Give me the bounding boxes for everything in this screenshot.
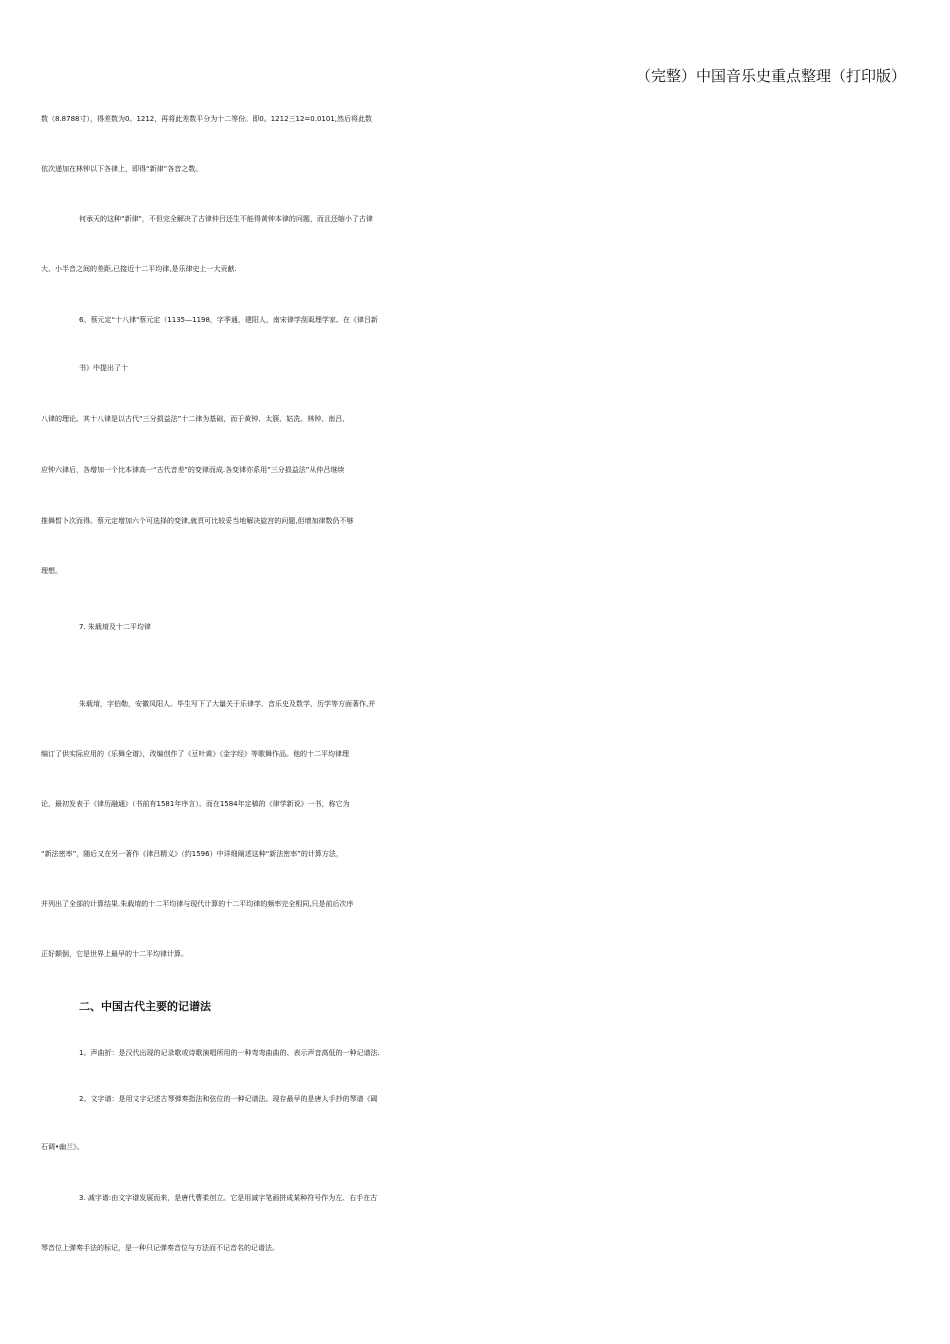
paragraph-line: 八律的理论。其十八律是以古代“三分损益法”十二律为基础，而于黄钟、太簇、姑冼、林钟、南吕、 — [41, 415, 350, 423]
paragraph-line: 2。文字谱：是用文字记述古琴弹奏指法和弦位的一种记谱法。现存最早的是唐人手抄的琴谱《碣 — [79, 1095, 378, 1103]
paragraph-line: 推舞晳卜次而得。蔡元定增加六个可选择的变律,就頁可比较妥当地解决旋宫的问题,但增加律数仍不够 — [41, 517, 354, 525]
running-header: （完整）中国音乐史重点整理（打印版） — [635, 67, 906, 85]
paragraph-line: 正好颠倒，它是世界上最早的十二平均律计算。 — [41, 950, 188, 958]
paragraph-line: 论，最初发表于《律历融通》（书前有1581年序言）。而在1584年定稿的《律学新说》一书，称它为 — [41, 800, 350, 808]
paragraph-line: 1。声曲折：是汉代出现的记录歌或诗歌演唱所用的一种弯弯曲曲的、表示声音高低的一种记谱法. — [79, 1049, 380, 1057]
paragraph-line: 3. 减字谱:由文字谱发展而来，是唐代曹柔创立。它是用减字笔画拼成某种符号作为左、右手在古 — [79, 1194, 378, 1202]
paragraph-line: 朱载堉，字伯勒，安徽凤阳人。毕生写下了大量关于乐律学、音乐史及数学、历学等方面著作,并 — [79, 700, 376, 708]
paragraph-line: 何承天的这种“新律"，不但完全解决了古律仲吕还生不能得黄钟本律的问题，而且还缩小了古律 — [79, 215, 373, 223]
paragraph-line: 理想。 — [41, 567, 62, 575]
section-heading: 二、中国古代主要的记谱法 — [79, 1000, 211, 1013]
subsection-title: 7. 朱载堉及十二平均律 — [79, 623, 151, 631]
paragraph-line: 石调•幽兰》。 — [41, 1143, 84, 1151]
paragraph-line: 书》中提出了十 — [79, 364, 128, 372]
paragraph-line: 并列出了全部的计算结果.朱载堉的十二平均律与现代计算的十二平均律的频率完全相同,只是前后次序 — [41, 900, 354, 908]
paragraph-line: “新法密率”，随后又在另一著作《律吕精义》（约1596）中详细阐述这种“新法密率”的计算方法， — [41, 850, 343, 858]
paragraph-line: 6。蔡元定“十八律"蔡元定（1135—1198，字季通，建阳人，南宋律学刮虱理学家。在《律吕新 — [79, 316, 378, 324]
paragraph-line: 数（8.8788寸），得差数为0。1212，再将此差数平分为十二等份。即0。1212三12=0.0101,然后将此数 — [41, 115, 373, 123]
paragraph-line: 大、小半音之间的差距,已接近十二平均律,是乐律史上一大贡献. — [41, 265, 237, 273]
paragraph-line: 应钟六律后，各增加一个比本律高一“古代音差"的变律而成.各变律亦系用“三分损益法”从仲吕继续 — [41, 466, 345, 474]
paragraph-line: 琴音位上弹奏手法的标记，是一种只记弹奏音位与方法而不记音名的记谱法。 — [41, 1244, 279, 1252]
paragraph-line: 编订了供实际应用的《乐舞全谱》，改编创作了《豆叶黄》《金字经》等歌舞作品。他的十二平均律理 — [41, 750, 349, 758]
paragraph-line: 依次递加在林钟以下各律上，即得“新律”各音之数。 — [41, 165, 203, 173]
